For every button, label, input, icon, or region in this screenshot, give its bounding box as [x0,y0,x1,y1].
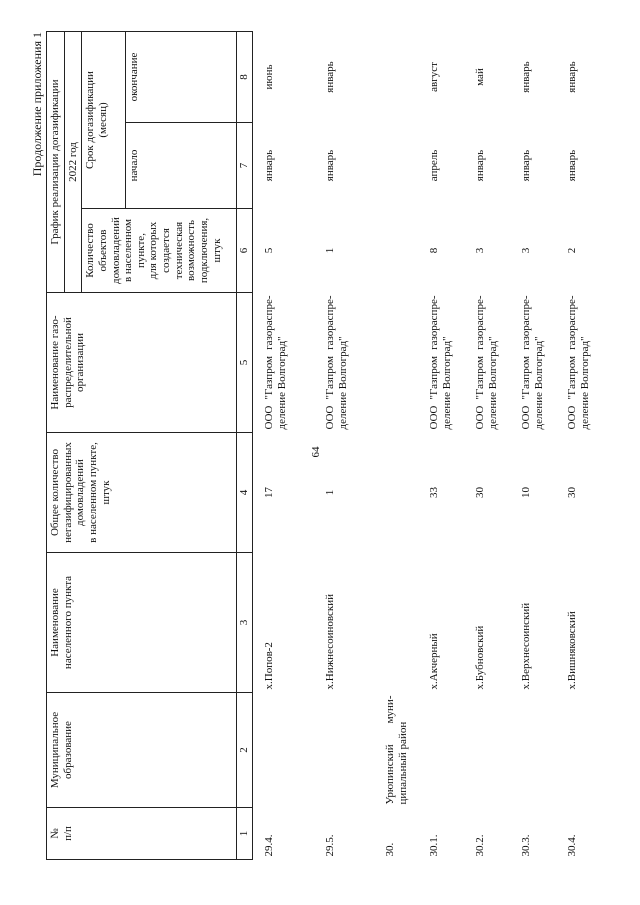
header-num: № п/п [47,808,237,860]
row-org: ООО "Газпром газораспре-деление Волгоград" [262,295,288,430]
row-start: апрель [428,149,441,182]
table-row [252,32,314,860]
table-row [314,32,366,860]
table-row [366,32,418,860]
row-total: 30 [566,487,579,498]
header-org: Наименование газо- распределительной организации [47,293,237,433]
row-org: ООО "Газпром газораспре-деление Волгоград" [566,295,592,430]
appendix-title: Продолжение приложения 1 [30,32,44,177]
header-start: начало [126,123,237,209]
row-total: 10 [520,487,533,498]
row-end: август [428,62,441,92]
row-org: ООО "Газпром газораспре-деление Волгоград" [520,295,546,430]
row-municipality [418,693,464,808]
row-end: январь [566,61,579,93]
column-number-row [237,32,253,860]
row-total: 17 [262,487,275,498]
row-locality: х.Акчерный [428,633,441,690]
row-objects: 3 [520,247,533,254]
gasification-table [46,31,602,860]
row-num: 30.1. [428,834,441,857]
row-locality: х.Бубновский [474,625,487,690]
row-objects: 1 [324,247,337,254]
row-objects [366,209,418,293]
rotated-page [30,32,620,860]
row-start: январь [474,149,487,182]
row-num: 29.5. [324,834,337,857]
row-org: ООО "Газпром газораспре-деление Волгоград" [474,295,500,430]
row-total [366,433,418,553]
row-start: январь [520,149,533,182]
col-number: 2 [237,693,253,808]
row-end: май [474,68,487,86]
row-locality: х.Вишняковский [566,611,579,690]
row-start [366,123,418,209]
row-municipality [252,693,314,808]
col-number: 3 [237,553,253,693]
row-locality [366,553,418,693]
row-municipality: Урюпинский муни-ципальный район [384,695,410,805]
row-objects: 3 [474,247,487,254]
col-number: 4 [237,433,253,553]
table-body [252,32,602,860]
row-num: 30.4. [566,834,579,857]
table-row [464,32,510,860]
table-row [510,32,556,860]
row-start: январь [566,149,579,182]
row-locality: х.Попов-2 [262,642,275,690]
row-end: июнь [262,64,275,90]
row-locality: х.Нижнесоиновский [324,593,337,690]
col-number: 6 [237,209,253,293]
row-end [366,32,418,123]
header-locality: Наименование населенного пункта [47,553,237,693]
page-number: 64 [310,446,322,458]
row-num: 30.3. [520,834,533,857]
row-org [366,293,418,433]
header-schedule: График реализации догазификации [47,32,65,293]
row-municipality [464,693,510,808]
row-locality: х.Верхнесоинский [520,602,533,690]
row-objects: 8 [428,247,441,254]
row-num: 29.4. [262,834,275,857]
row-total: 33 [428,487,441,498]
row-municipality [510,693,556,808]
col-number: 7 [237,123,253,209]
header-total: Общее количество негазифицированных домовладений в населенном пункте, штук [47,433,237,553]
row-total: 1 [324,489,337,496]
row-objects: 5 [262,247,275,254]
col-number: 8 [237,32,253,123]
table-header [47,32,253,860]
row-start: январь [324,149,337,182]
row-num: 30. [384,842,397,857]
header-municipality: Муниципальное образование [47,693,237,808]
row-end: январь [324,61,337,93]
header-objects: Количество объектов домовладений в населенном пункте, для которых создается техническая возможность подключения, штук [82,209,237,293]
row-municipality [314,693,366,808]
row-org: ООО "Газпром газораспре-деление Волгоград" [428,295,454,430]
col-number: 1 [237,808,253,860]
row-num: 30.2. [474,834,487,857]
row-end: январь [520,61,533,93]
table-row [418,32,464,860]
header-end: окончание [126,32,237,123]
row-org: ООО "Газпром газораспре-деление Волгоград" [324,295,350,430]
row-municipality [556,693,602,808]
header-period: Срок догазификации (месяц) [82,32,126,209]
row-total: 30 [474,487,487,498]
row-start: январь [262,149,275,182]
table-row [556,32,602,860]
header-year: 2022 год [64,32,82,293]
row-objects: 2 [566,247,579,254]
col-number: 5 [237,293,253,433]
